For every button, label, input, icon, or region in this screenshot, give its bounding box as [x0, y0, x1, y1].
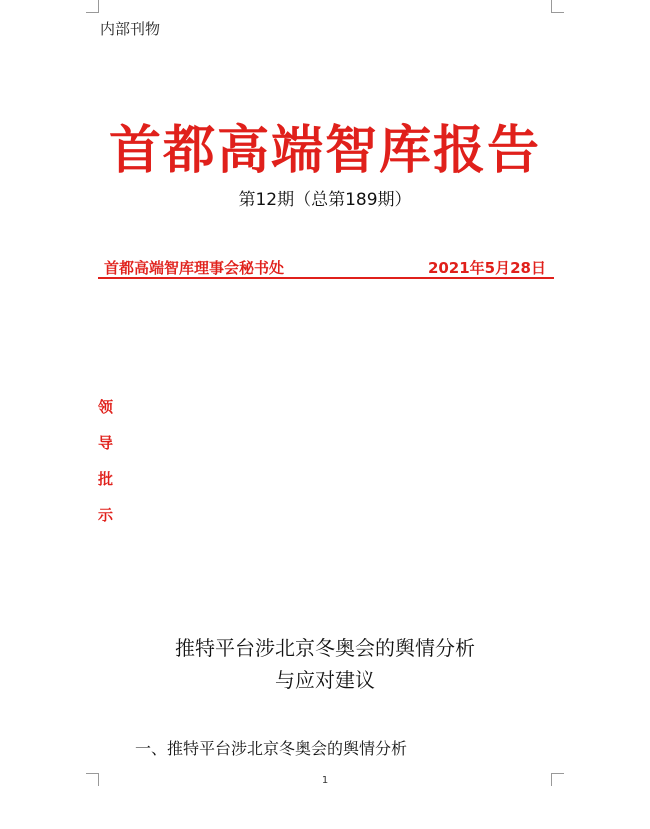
instruction-char: 领 [98, 398, 114, 416]
article-title-line-1: 推特平台涉北京冬奥会的舆情分析 [175, 636, 475, 660]
internal-publication-label: 内部刊物 [100, 20, 161, 38]
instruction-char: 导 [98, 434, 114, 452]
section-heading: 一、推特平台涉北京冬奥会的舆情分析 [135, 739, 408, 758]
page-number: 1 [321, 775, 329, 786]
report-title: 首都高端智库报告 [108, 121, 541, 181]
issue-number: 第12期（总第189期） [238, 190, 412, 210]
instruction-char: 批 [98, 470, 114, 488]
leadership-instructions [98, 396, 118, 540]
masthead-divider [98, 277, 554, 279]
instruction-char: 示 [98, 506, 114, 524]
publication-date: 2021年5月28日 [427, 259, 546, 277]
crop-mark-top-right [551, 0, 564, 13]
crop-mark-top-left [86, 0, 99, 13]
publisher-name: 首都高端智库理事会秘书处 [104, 259, 285, 277]
masthead [98, 257, 552, 277]
article-title-line-2: 与应对建议 [275, 668, 375, 692]
